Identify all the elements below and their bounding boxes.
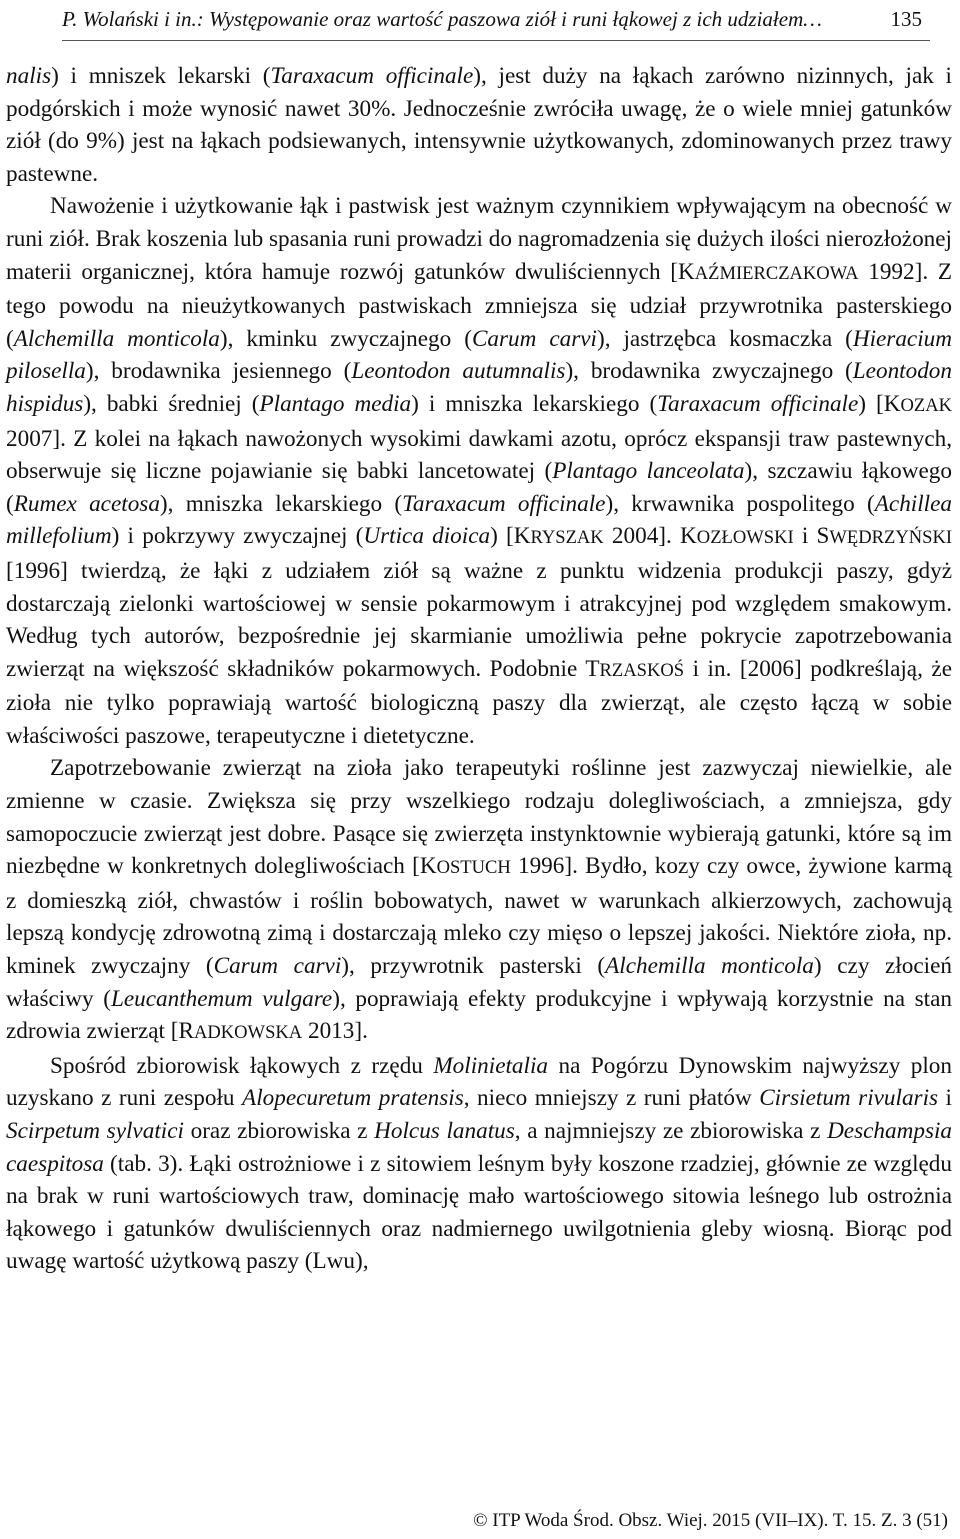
- species-name: Hieracium pilosella: [6, 325, 952, 385]
- text-run: Zapotrzebowanie zwierząt na zioła jako terapeutyki roślinne jest zazwyczaj niewielkie, ale zmienne w czasie. Zwiększa się przy wszelkiego rodzaju dolegliwościach, a zmniejsza, gdy samopoczucie zwierząt jest dobre. Pasące się zwierzęta instynktownie wybierają gatunki, które są im niezbędne w konkretnych dolegliwościach [: [6, 755, 952, 880]
- species-name: Achillea millefolium: [6, 490, 952, 550]
- text-run: ), babki średniej (: [83, 390, 260, 417]
- text-run: R: [178, 1018, 194, 1045]
- author-name: RYSZAK: [530, 527, 604, 549]
- paragraph: [6, 1050, 952, 1278]
- text-run: K: [513, 523, 531, 550]
- paragraph: [6, 60, 952, 190]
- species-name: Alchemilla monticola: [605, 953, 814, 980]
- species-name: Plantago media: [259, 390, 412, 417]
- text-run: ), jest duży na łąkach zarówno nizinnych, jak i podgórskich i może wynosić nawet 30%. Jednocześnie zwróciła uwagę, że o wiele mniej gatunków ziół (do 9%) jest na łąkach podsiewanych, intensywnie użytkowanych, zdominowanych przez trawy pastewne.: [6, 63, 952, 187]
- author-name: AŹMIERCZAKOWA: [694, 262, 859, 284]
- species-name: Carum carvi: [471, 325, 597, 352]
- text-run: , a najmniejszy ze zbiorowiska z: [514, 1118, 828, 1144]
- species-name: Alopecuretum pratensis: [242, 1085, 464, 1112]
- text-run: ) czy złocień właściwy (: [6, 953, 952, 1012]
- species-name: Taraxacum officinale: [402, 490, 606, 517]
- text-run: ), jastrzębca kosmaczka (: [596, 325, 853, 352]
- species-name: Leucanthemum vulgare: [110, 985, 333, 1012]
- text-run: na Pogórzu Dynowskim najwyższy plon uzyskano z runi zespołu: [6, 1052, 952, 1112]
- text-run: Spośród zbiorowisk łąkowych z rzędu: [50, 1052, 434, 1079]
- species-name: Carum carvi: [213, 953, 342, 980]
- text-run: 2013].: [302, 1018, 368, 1045]
- text-run: 2007]. Z kolei na łąkach nawożonych wysokimi dawkami azotu, oprócz ekspansji traw pastewnych, obserwuje się liczne pojawianie się babki lancetowatej (: [6, 425, 952, 485]
- text-run: ) [: [490, 523, 514, 550]
- text-run: 1992]. Z tego powodu na nieużytkowanych pastwiskach zmniejsza się udział przywrotnika pasterskiego (: [6, 258, 952, 352]
- footer-citation: © ITP Woda Środ. Obsz. Wiej. 2015 (VII–IX). T. 15. Z. 3 (51): [473, 1510, 948, 1531]
- species-name: Taraxacum officinale: [270, 63, 474, 89]
- author-name: OZAK: [900, 394, 952, 416]
- author-name: ADKOWSKA: [193, 1022, 303, 1044]
- text-run: oraz zbiorowiska z: [183, 1118, 375, 1144]
- author-name: OZŁOWSKI: [696, 527, 794, 549]
- species-name: Taraxacum officinale: [657, 390, 859, 417]
- species-name: Urtica dioica: [363, 523, 491, 550]
- text-run: K: [883, 390, 901, 417]
- author-name: OSTUCH: [436, 857, 511, 879]
- species-name: Holcus lanatus: [374, 1118, 515, 1144]
- author-name: RZASKOŚ: [599, 659, 685, 681]
- species-name: Molinietalia: [433, 1052, 548, 1079]
- text-run: ) i mniszek lekarski (: [51, 63, 271, 89]
- text-run: 1996]. Bydło, kozy czy owce, żywione karmą z domieszką ziół, chwastów i roślin bobowatych, nawet w warunkach alkierzowych, zachowują lepszą kondycję zdrowotną zimą i dostarczają mleko czy mięso o lepszej jakości. Niektóre zioła, np. kminek zwyczajny (: [6, 853, 952, 980]
- species-name: Rumex acetosa: [13, 490, 160, 517]
- paragraph: [6, 190, 952, 752]
- text-run: ), brodawnika jesiennego (: [85, 358, 352, 385]
- running-title: P. Wolański i in.: Występowanie oraz wartość paszowa ziół i runi łąkowej z ich udziałem…: [62, 7, 822, 31]
- species-name: Leontodon hispidus: [6, 358, 952, 417]
- page-number: 135: [890, 7, 922, 31]
- text-run: i S: [793, 523, 830, 550]
- text-run: ), przywrotnik pasterski (: [341, 953, 606, 980]
- text-run: i: [938, 1085, 952, 1112]
- text-run: ), krwawnika pospolitego (: [605, 490, 875, 517]
- text-run: ), szczawiu łąkowego (: [6, 458, 952, 517]
- running-header: [62, 4, 930, 41]
- text-run: 2004]. K: [603, 523, 697, 550]
- text-run: K: [677, 258, 695, 285]
- text-run: ) i mniszka lekarskiego (: [411, 390, 658, 417]
- text-run: ), brodawnika zwyczajnego (: [565, 358, 853, 385]
- text-run: [1996] twierdzą, że łąki z udziałem ziół są ważne z punktu widzenia produkcji paszy, gdyż dostarczają zielonki wartościowej w sensie pokarmowym i atrakcyjnej pod względem smakowym. Według tych autorów, bezpośrednie jej skarmianie umożliwia pełne pokrycie zapotrzebowania zwierząt na większość składników pokarmowych. Podobnie T: [6, 557, 952, 682]
- text-run: (tab. 3). Łąki ostrożniowe i z sitowiem leśnym były koszone rzadziej, głównie ze względu na brak w runi wartościowych traw, dominację mało wartościowego sitowia leśnego lub ostrożnia łąkowego i gatunków dwuliściennych oraz nadmiernego uwilgotnienia gleby wiosną. Biorąc pod uwagę wartość użytkową paszy (Lwu),: [6, 1150, 952, 1275]
- text-run: ), kminku zwyczajnego (: [219, 325, 472, 352]
- text-run: , nieco mniejszy z runi płatów: [463, 1085, 760, 1112]
- species-name: nalis: [6, 63, 52, 89]
- text-run: ), poprawiają efekty produkcyjne i wpływają korzystnie na stan zdrowia zwierząt [: [6, 985, 952, 1045]
- text-run: ) i pokrzywy zwyczajnej (: [111, 523, 364, 550]
- species-name: Plantago lanceolata: [552, 458, 745, 485]
- species-name: Alchemilla monticola: [13, 325, 220, 352]
- species-name: Scirpetum sylvatici: [6, 1118, 184, 1144]
- text-run: ) [: [858, 390, 884, 417]
- species-name: Leontodon autumnalis: [351, 358, 566, 385]
- author-name: WĘDRZYŃSKI: [829, 527, 953, 549]
- species-name: Cirsietum rivularis: [759, 1085, 939, 1112]
- text-run: K: [419, 853, 437, 880]
- text-run: i in. [2006] podkreślają, że zioła nie tylko poprawiają wartość biologiczną paszy dla zwierząt, ale często łączą w sobie właściwości paszowe, terapeutyczne i dietetyczne.: [6, 655, 952, 749]
- text-run: Nawożenie i użytkowanie łąk i pastwisk jest ważnym czynnikiem wpływającym na obecność w runi ziół. Brak koszenia lub spasania runi prowadzi do nagromadzenia się dużych ilości nierozłożonej materii organicznej, która hamuje rozwój gatunków dwuliściennych [: [6, 193, 952, 285]
- species-name: Deschampsia caespitosa: [6, 1118, 953, 1177]
- paragraph: [6, 752, 952, 1049]
- text-run: ), mniszka lekarskiego (: [159, 490, 403, 517]
- body-text: [6, 60, 952, 1278]
